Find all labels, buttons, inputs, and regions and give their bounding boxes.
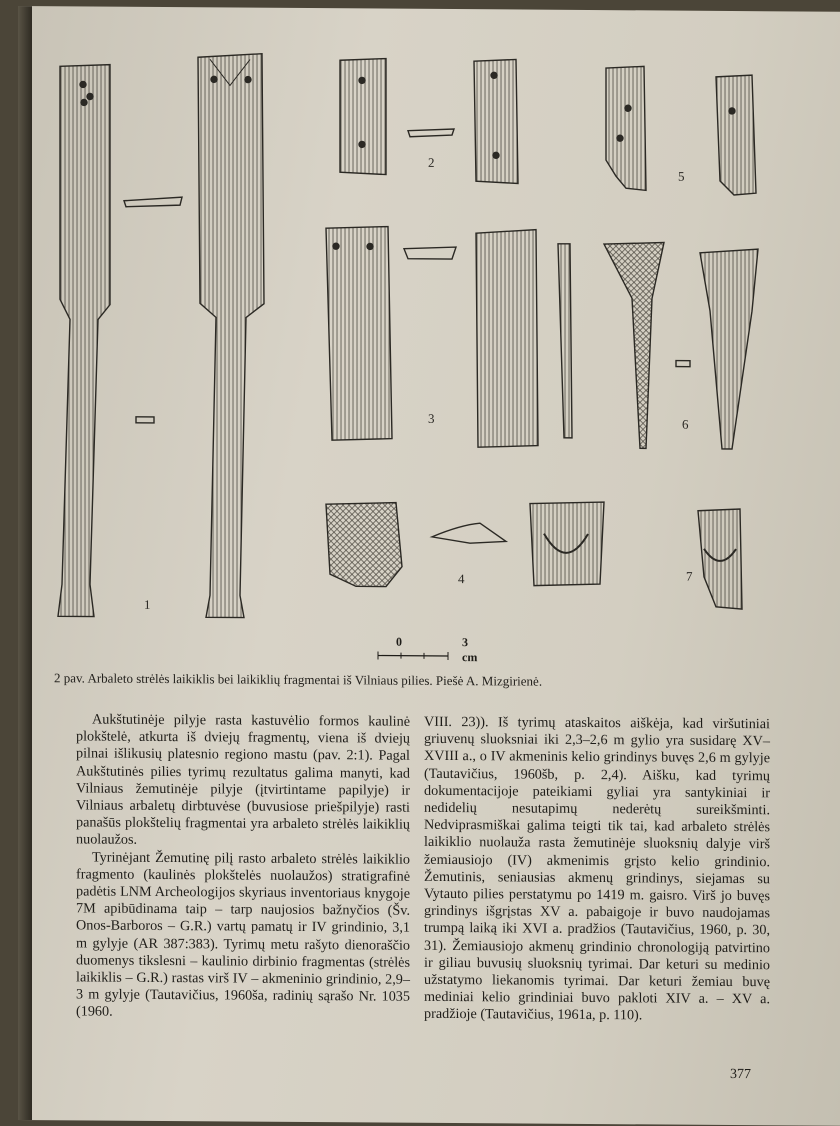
figure-number-4: 4: [458, 571, 465, 587]
book-page: [18, 6, 840, 1126]
page-number: 377: [730, 1067, 751, 1083]
figure-number-3: 3: [428, 411, 435, 427]
figure-number-6: 6: [682, 417, 689, 433]
paragraph: Aukštutinėje pilyje rasta kastuvėlio formos kaulinė plokštelė, atkurta iš dviejų fragmentų, viena iš dviejų pilnai išlikusių platesnio regiono mastu (pav. 2:1). Pagal Aukštutinės pilies tyrimų rezultatus galima manyti, kad Vilniaus žemutinėje pilyje (įtvirtintame papilyje) ir Vilniaus arbaletų dirbtuvėse (buvusiose priešpilyje) rasti panašūs plokštelių fragmentai yra arbaleto strėlės laikiklių nuolaužos.: [76, 711, 410, 851]
figure-drawing: [40, 44, 800, 669]
book-spine: [18, 6, 32, 1126]
paragraph: Tyrinėjant Žemutinę pilį rasto arbaleto strėlės laikiklio fragmento (kaulinės plokštelės nuolaužos) stratigrafinė padėtis LNM Archeologijos skyriaus inventoriaus knygoje 7M apibūdinama taip – tarp naujosios bažnyčios (Šv. Onos-Barboros – G.R.) vartų pamatų ir IV grindinio, 3,1 m gylyje (AR 387:383). Tyrimų metu rašyto dienoraščio duomenys tikslesni – kaulinio dirbinio fragmentas (strėlės laikiklis – G.R.) rastas virš IV – akmeninio grindinio, 2,9–3 m gylyje (Tautavičius, 1960ša, radinių sąrašo Nr. 1035 (1960.: [76, 849, 410, 1023]
paragraph: VIII. 23)). Iš tyrimų ataskaitos aiškėja, kad viršutiniai griuvenų sluoksniai iki 2,3–2,6 m gylio yra susidarę XV–XVIII a., o IV akmeninis kelio grindinys buvęs 2,6 m gylyje (Tautavičius, 1960šb, p. 2,4). Aišku, kad tyrimų dokumentacijoje pateikiami gyliai yra santykiniai ir nedidelių nesutapimų nederėtų sureikšminti. Nedviprasmiškai galima teigti tik tai, kad arbaleto strėlės laikiklio nuolauža rasta žemutinėje sluoksnių dalyje virš žemiausiojo (IV) akmenimis grįsto kelio grindinio. Žemutinis, seniausias akmenų grindinys, siejamas su Vytauto pilies perstatymu po 1419 m. gaisro. Virš jo buvęs grindinys išgrįstas XV a. pabaigoje ir buvo naudojamas trumpą laiką iki XVI a. pradžios (Tautavičius, 1960, p. 30, 31). Žemiausiojo akmenų grindinio chronologiją patvirtino ir giliau buvusių sluoksnių tyrimai. Dar keturi su medinio užstatymo liekanomis tyrimai. Dar keturi žemiau buvę mediniai kelio grindiniai buvo pakloti XIV a. – XV a. pradžioje (Tautavičius, 1961a, p. 110).: [424, 714, 770, 1026]
figure-number-1: 1: [144, 597, 151, 613]
scale-start-label: 0: [396, 635, 402, 650]
figure-number-2: 2: [428, 155, 435, 171]
scale-end-label: 3 cm: [462, 635, 477, 665]
scale-ruler: [374, 650, 454, 661]
text-column-right: [424, 714, 770, 1026]
figure-number-5: 5: [678, 169, 685, 185]
figure-number-7: 7: [686, 569, 693, 585]
text-column-left: [76, 711, 410, 1023]
figure-caption: 2 pav. Arbaleto strėlės laikiklis bei laikiklių fragmentai iš Vilniaus pilies. Piešė A. Mizgirienė.: [54, 670, 814, 691]
